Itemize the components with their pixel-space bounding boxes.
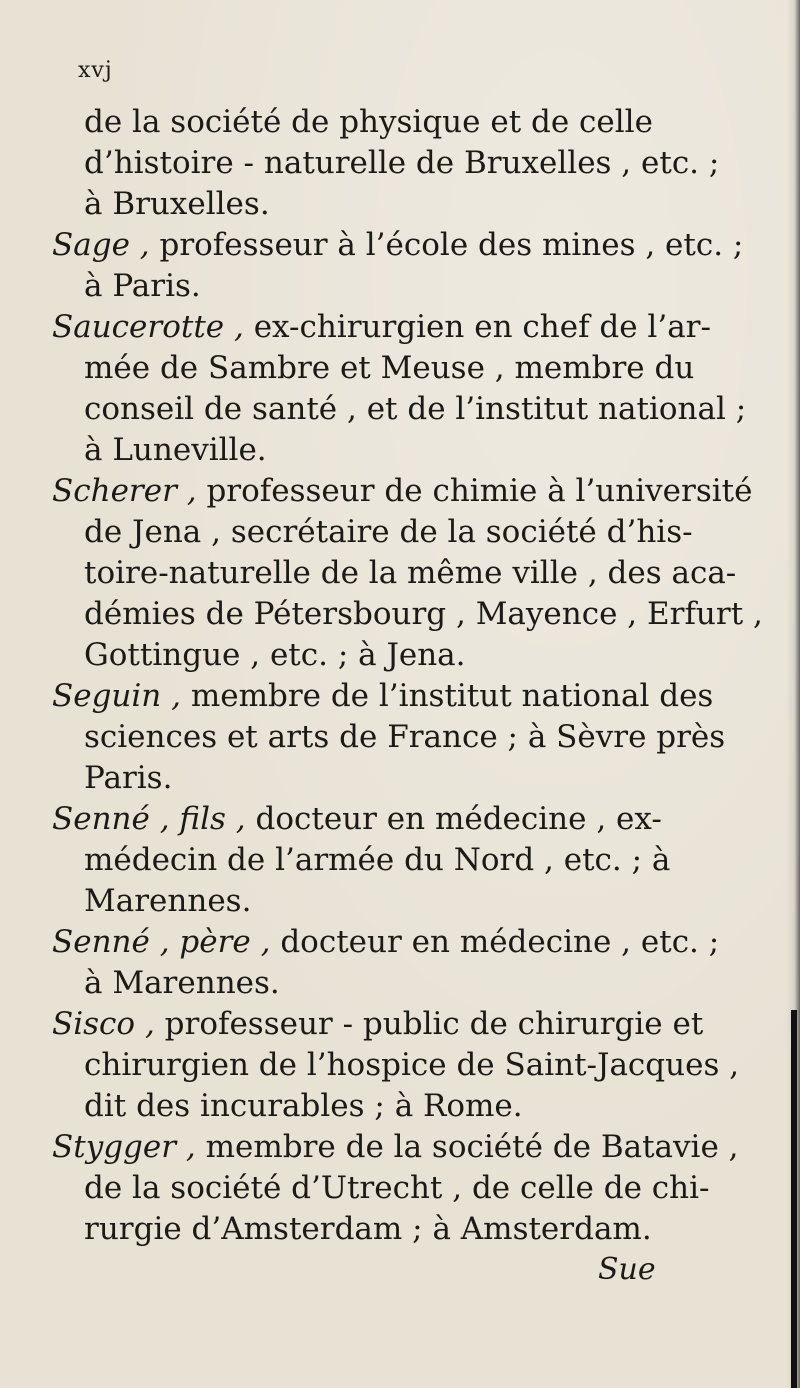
entry-first-line: Seguin , membre de l’institut national des <box>52 678 714 714</box>
text-line: à Luneville. <box>84 432 267 468</box>
entry-first-line: Stygger , membre de la société de Batavie , <box>52 1129 739 1165</box>
entry-first-line: Scherer , professeur de chimie à l’université <box>52 473 753 509</box>
entry-name: Senné , père , <box>52 924 271 960</box>
entry-first-line: Senné , fils , docteur en médecine , ex- <box>52 801 662 837</box>
text-line: démies de Pétersbourg , Mayence , Erfurt , <box>84 596 763 632</box>
entry-name: Senné , fils , <box>52 801 246 837</box>
entry-first-line: Sisco , professeur - public de chirurgie et <box>52 1006 704 1042</box>
catchword: Sue <box>598 1252 656 1287</box>
text-line: d’histoire - naturelle de Bruxelles , etc. ; <box>84 145 720 181</box>
text-line: à Marennes. <box>84 965 280 1001</box>
text-line: à Bruxelles. <box>84 186 270 222</box>
entry-name: Stygger , <box>52 1129 196 1165</box>
page-number: xvj <box>78 58 113 83</box>
entry-name: Saucerotte , <box>52 309 244 345</box>
text-line: conseil de santé , et de l’institut national ; <box>84 391 747 427</box>
text-line: de Jena , secrétaire de la société d’his- <box>84 514 693 550</box>
page-edge <box>791 1010 797 1388</box>
text-line: Gottingue , etc. ; à Jena. <box>84 637 466 673</box>
entry-name: Seguin , <box>52 678 181 714</box>
text-line: à Paris. <box>84 268 201 304</box>
text-line: médecin de l’armée du Nord , etc. ; à <box>84 842 671 878</box>
entry-name: Sage , <box>52 227 150 263</box>
text-line: rurgie d’Amsterdam ; à Amsterdam. <box>84 1211 652 1247</box>
entry-first-line: Sage , professeur à l’école des mines , etc. ; <box>52 227 744 263</box>
text-line: de la société de physique et de celle <box>84 104 653 140</box>
entry-first-line: Senné , père , docteur en médecine , etc. ; <box>52 924 720 960</box>
text-line: Marennes. <box>84 883 252 919</box>
entry-name: Scherer , <box>52 473 197 509</box>
text-line: chirurgien de l’hospice de Saint-Jacques , <box>84 1047 740 1083</box>
text-line: de la société d’Utrecht , de celle de chi- <box>84 1170 710 1206</box>
entry-first-line: Saucerotte , ex-chirurgien en chef de l’ar- <box>52 309 711 345</box>
text-line: dit des incurables ; à Rome. <box>84 1088 523 1124</box>
text-line: sciences et arts de France ; à Sèvre près <box>84 719 726 755</box>
text-line: mée de Sambre et Meuse , membre du <box>84 350 695 386</box>
text-line: toire-naturelle de la même ville , des aca- <box>84 555 737 591</box>
text-line: Paris. <box>84 760 173 796</box>
entry-name: Sisco , <box>52 1006 155 1042</box>
